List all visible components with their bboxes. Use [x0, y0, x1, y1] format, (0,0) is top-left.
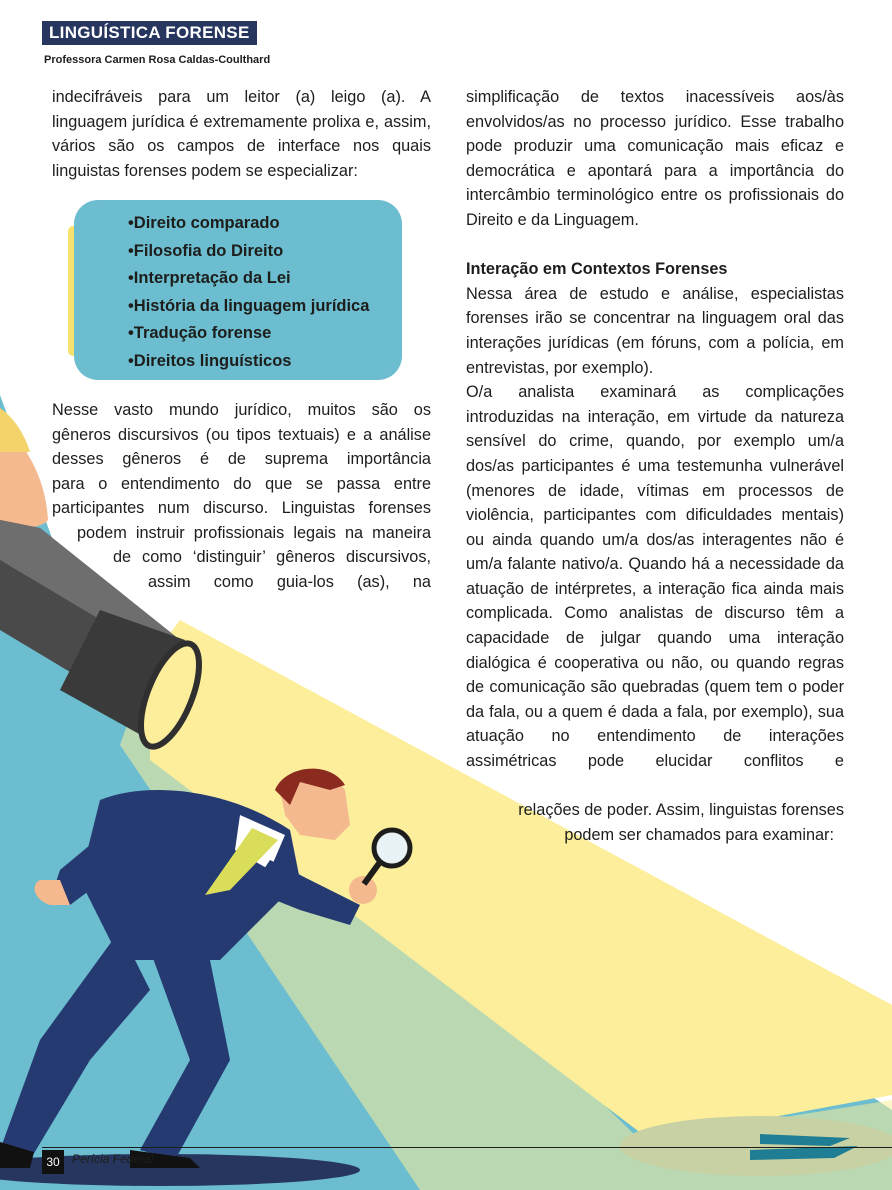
- text-line: participantes num discurso. Linguistas forenses: [52, 499, 431, 517]
- list-item: • Filosofia do Direito: [128, 238, 369, 266]
- right-column: [466, 85, 844, 774]
- section-heading: Interação em Contextos Forenses: [466, 260, 728, 279]
- text-line: podem instruir profissionais legais na maneira: [77, 524, 431, 542]
- right-paragraph-1: simplificação de textos inacessíveis aos/às envolvidos/as no processo jurídico. Esse trabalho pode produzir uma comunicação mais eficaz e democrática e apontará para a importância do intercâmbio terminológico entre os profissionais do Direito e da Linguagem.: [466, 88, 844, 229]
- list-item: • Tradução forense: [128, 320, 369, 348]
- right-paragraph-2: Nessa área de estudo e análise, especialistas forenses irão se concentrar na linguagem oral das interações jurídicas (em fóruns, com a polícia, em entrevistas, por exemplo).: [466, 284, 844, 377]
- right-paragraph-3: O/a analista examinará as complicações introduzidas na interação, em virtude da natureza sensível do crime, quando, por exemplo um/a dos/as participantes é uma testemunha vulnerável (menores de idade, vítimas em processos de violência, participantes com dificuldades mentais) ou ainda quando um/a dos/as interagentes não é um/a falante nativo/a. Quando há a necessidade da atuação de intérpretes, a interação fica ainda mais complicada. Como analistas de discurso têm a capacidade de julgar quando uma interação dialógica é cooperativa ou não, ou quando regras de comunicação são quebradas (quem tem o poder da fala, ou a quem é dada a fala, por exemplo), sua atuação no entendimento de interações assimétricas pode elucidar conflitos e: [466, 383, 844, 771]
- left-column: [52, 85, 431, 183]
- right-paragraph-3-tail-2: podem ser chamados para examinar:: [564, 826, 834, 844]
- interface-fields-list: [128, 210, 369, 375]
- section-tag: LINGUÍSTICA FORENSE: [42, 21, 257, 45]
- text-line: para o entendimento do que se passa entre: [52, 475, 431, 493]
- list-item: • Direito comparado: [128, 210, 369, 238]
- publication-name: Perícia Federal: [72, 1152, 154, 1166]
- text-line: desses gêneros é de suprema importância: [52, 450, 431, 468]
- list-item: • Interpretação da Lei: [128, 265, 369, 293]
- magnifying-glass-icon: [374, 830, 410, 866]
- text-line: gêneros discursivos (ou tipos textuais) e a análise: [52, 426, 431, 444]
- list-item: • Direitos linguísticos: [128, 348, 369, 376]
- right-paragraph-3-tail-1: relações de poder. Assim, linguistas forenses: [518, 801, 844, 819]
- list-item: • História da linguagem jurídica: [128, 293, 369, 321]
- page-number: 30: [42, 1150, 64, 1174]
- author-line: Professora Carmen Rosa Caldas-Coulthard: [44, 54, 271, 66]
- light-spot: [620, 1116, 892, 1176]
- footer-rule: [42, 1147, 892, 1148]
- text-line: assim como guia-los (as), na: [148, 573, 431, 591]
- text-line: de como ‘distinguir’ gêneros discursivos,: [113, 548, 431, 566]
- left-paragraph-1: indecifráveis para um leitor (a) leigo (a). A linguagem jurídica é extremamente prolixa e, assim, vários são os campos de interface nos quais linguistas forenses podem se especializar:: [52, 88, 431, 180]
- text-line: Nesse vasto mundo jurídico, muitos são os: [52, 401, 431, 419]
